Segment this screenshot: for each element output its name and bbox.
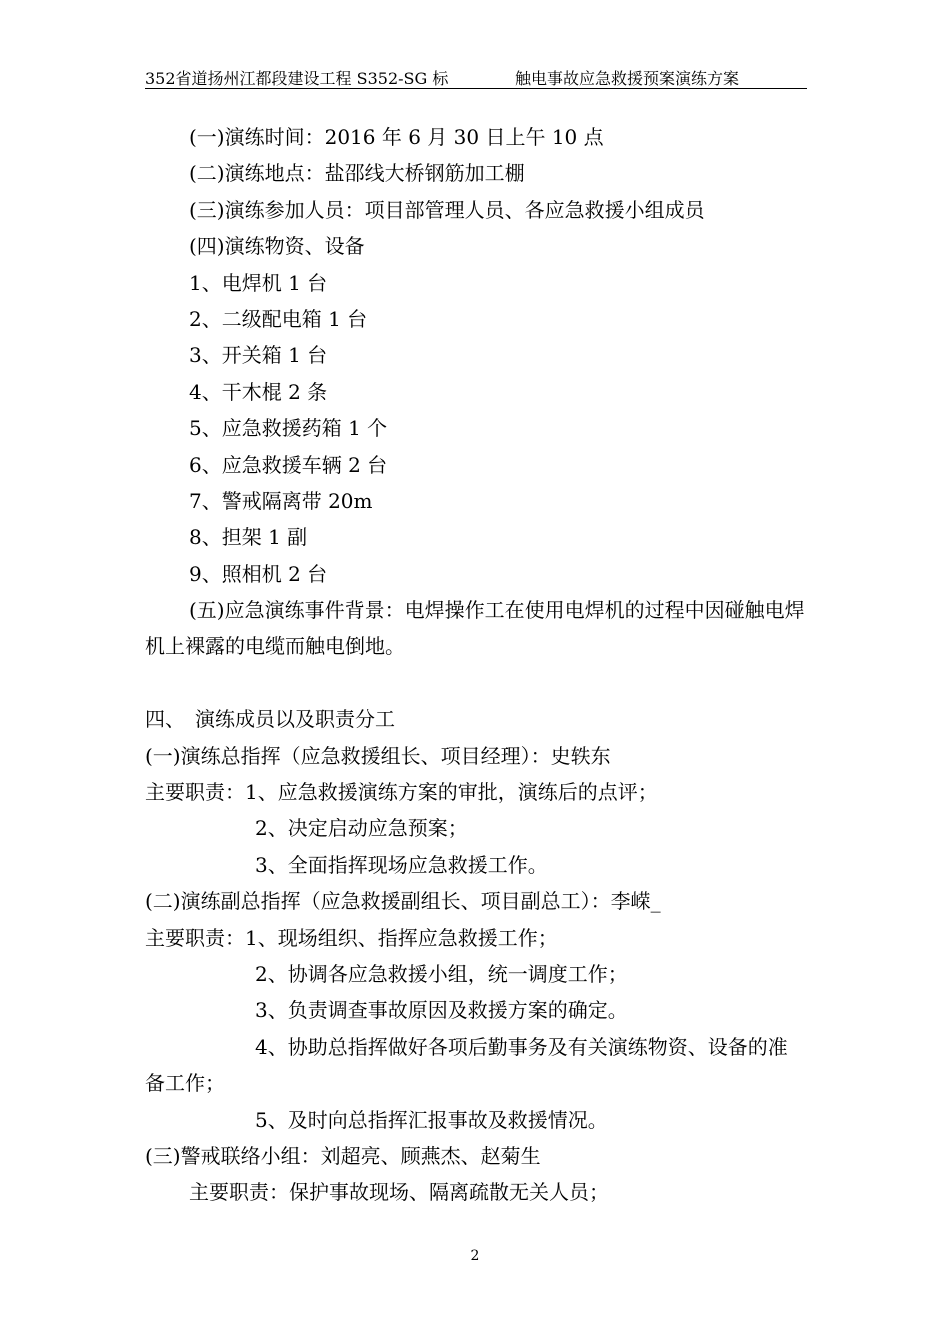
materials-item: 8、担架 1 副	[189, 525, 308, 550]
page-header	[145, 64, 807, 89]
commander: (一)演练总指挥（应急救援组长、项目经理）：史轶东	[145, 743, 611, 768]
materials-item: 6、应急救援车辆 2 台	[189, 452, 388, 477]
materials-item: 2、二级配电箱 1 台	[189, 306, 368, 331]
document-body	[145, 119, 807, 1211]
materials-item: 4、干木棍 2 条	[189, 379, 328, 404]
event-background: (五)应急演练事件背景：电焊操作工在使用电焊机的过程中因碰触电焊机上裸露的电缆而触电倒地。	[145, 598, 805, 659]
deputy-duty: 4、协助总指挥做好各项后勤事务及有关演练物资、设备的准备工作；	[145, 1034, 788, 1096]
materials-item: 9、照相机 2 台	[189, 561, 328, 586]
materials-item: 1、电焊机 1 台	[189, 270, 328, 295]
liaison-duty: 主要职责：保护事故现场、隔离疏散无关人员；	[189, 1180, 609, 1205]
section-4-heading: 四、 演练成员以及职责分工	[145, 707, 395, 732]
deputy-commander: (二)演练副总指挥（应急救援副组长、项目副总工）：李嵘_	[145, 889, 661, 914]
drill-time: (一)演练时间：2016 年 6 月 30 日上午 10 点	[189, 125, 604, 149]
blank-line	[145, 665, 807, 701]
drill-participants: (三)演练参加人员：项目部管理人员、各应急救援小组成员	[189, 197, 705, 222]
drill-place: (二)演练地点：盐邵线大桥钢筋加工棚	[189, 161, 525, 186]
materials-title: (四)演练物资、设备	[189, 234, 365, 259]
deputy-duty: 主要职责：1、现场组织、指挥应急救援工作；	[145, 925, 558, 950]
commander-duty: 3、全面指挥现场应急救援工作。	[255, 852, 548, 877]
header-document-title: 触电事故应急救援预案演练方案	[515, 69, 740, 88]
deputy-duty: 5、及时向总指挥汇报事故及救援情况。	[255, 1107, 608, 1132]
materials-item: 5、应急救援药箱 1 个	[189, 416, 388, 441]
commander-duty: 2、决定启动应急预案；	[255, 816, 468, 841]
header-project-title: 352省道扬州江都段建设工程 S352-SG 标	[145, 69, 449, 88]
materials-item: 7、警戒隔离带 20m	[189, 488, 373, 513]
commander-duty: 主要职责：1、应急救援演练方案的审批，演练后的点评；	[145, 780, 658, 805]
page-number: 2	[470, 1248, 480, 1264]
materials-item: 3、开关箱 1 台	[189, 343, 328, 368]
liaison-group: (三)警戒联络小组：刘超亮、顾燕杰、赵菊生	[145, 1144, 541, 1168]
deputy-duty: 2、协调各应急救援小组，统一调度工作；	[255, 962, 628, 987]
deputy-duty: 3、负责调查事故原因及救援方案的确定。	[255, 998, 628, 1023]
